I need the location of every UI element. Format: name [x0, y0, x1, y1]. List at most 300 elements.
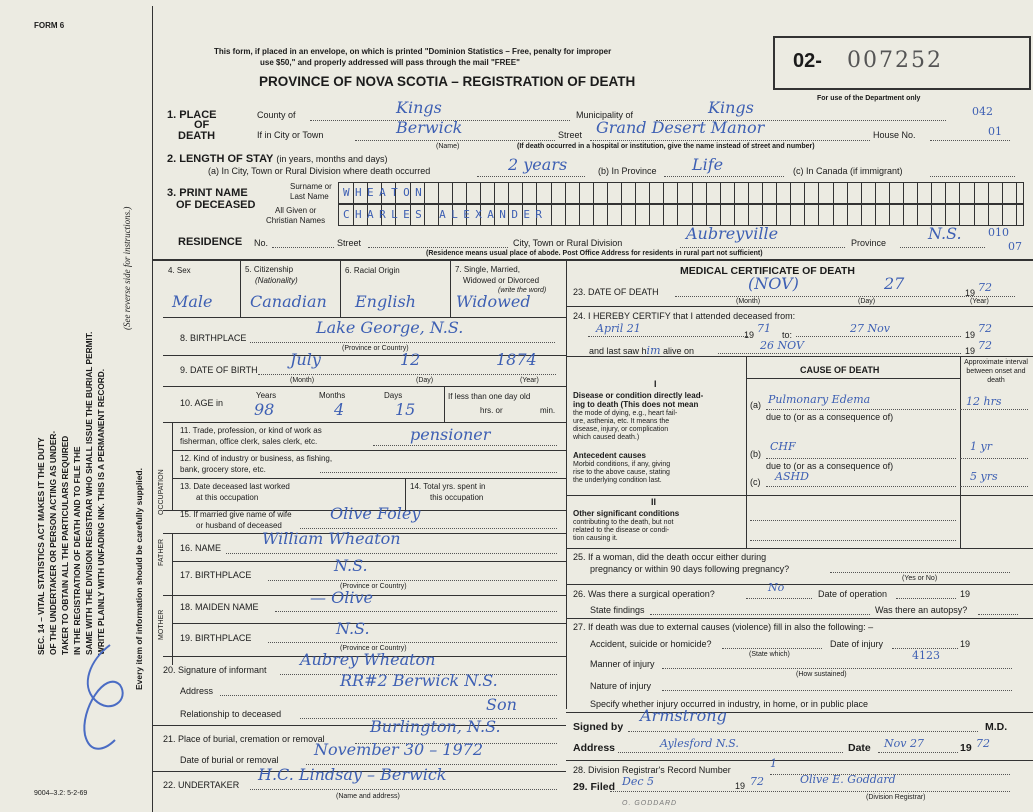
occ14-label-b: this occupation	[430, 493, 484, 502]
alive-on-text: alive on	[663, 346, 695, 356]
name-char-cell	[917, 205, 918, 225]
city-label: If in City or Town	[257, 130, 324, 140]
cause-column-rule	[746, 356, 747, 548]
state-findings-label: State findings	[590, 605, 645, 615]
attended-to: 27 Nov	[850, 322, 890, 335]
autopsy-label: Was there an autopsy?	[875, 605, 968, 615]
interval-a-value: 12 hrs	[966, 395, 1002, 408]
burial-date-value: November 30 – 1972	[314, 740, 484, 759]
name-char-cell	[847, 205, 848, 225]
row-rule	[172, 450, 566, 451]
name-char-cell	[988, 183, 989, 203]
occ13-label-a: 13. Date deceased last worked	[180, 482, 290, 491]
attended-to-label: to:	[782, 330, 793, 340]
row-rule	[172, 478, 566, 479]
stay-a-line	[477, 176, 585, 177]
residence-city-value: Aubreyville	[686, 224, 779, 243]
certificate-date-label: Date	[848, 742, 871, 754]
given-label1: All Given or	[275, 206, 317, 215]
row-rule	[566, 306, 1033, 307]
sex-value: Male	[172, 292, 213, 311]
other-conditions-label-4: tion causing it.	[573, 535, 618, 542]
name-char-cell	[593, 183, 594, 203]
name-char-cell	[931, 183, 932, 203]
row-rule	[566, 712, 1033, 713]
mail-notice-line1: This form, if placed in an envelope, on which is printed "Dominion Statistics – Free, penalty for improper	[214, 47, 612, 56]
row-rule	[566, 495, 1033, 496]
row-rule	[566, 618, 1033, 619]
occ13-label-b: at this occupation	[196, 493, 259, 502]
stay-c-line	[930, 176, 1015, 177]
name-char-cell	[663, 183, 664, 203]
given-label2: Christian Names	[266, 216, 326, 225]
marital-label1: 7. Single, Married,	[455, 265, 520, 274]
occ11-line	[373, 445, 557, 446]
last-saw-label	[589, 345, 694, 356]
statutory-line: OF THE UNDERTAKER OR PERSON ACTING AS UNDER-	[48, 430, 58, 655]
name-char-cell	[861, 205, 862, 225]
nature-line	[662, 690, 1012, 691]
residence-city-line	[680, 247, 845, 248]
name-char-cell	[945, 205, 946, 225]
statutory-line: TAKER TO OBTAIN ALL THE PARTICULARS REQUIRED	[60, 435, 70, 655]
name-char-cell	[776, 183, 777, 203]
name-char-cell	[565, 183, 566, 203]
dob-day-caption: (Day)	[416, 377, 434, 384]
stay-a-value: 2 years	[508, 155, 568, 174]
mother-label: MOTHER	[158, 609, 165, 640]
other-conditions-label-1: Other significant conditions	[573, 509, 680, 518]
less-than-day-label: If less than one day old	[448, 392, 531, 401]
county-value: Kings	[396, 98, 442, 117]
occ12-line	[320, 472, 557, 473]
other-conditions-line1	[750, 520, 956, 521]
death-year-caption: (Year)	[970, 298, 989, 305]
statutory-line: IN THE REGISTRATION OF DEATH AND TO FILE THE	[72, 446, 82, 655]
surgical-operation-label: 26. Was there a surgical operation?	[573, 589, 715, 599]
occ12-label-b: bank, grocery store, etc.	[180, 465, 266, 474]
father-name-label: 16. NAME	[180, 543, 222, 553]
given-names-value: CHARLES ALEXANDER	[343, 208, 548, 221]
municipality-value: Kings	[708, 98, 754, 117]
occ11-label-b: fisherman, office clerk, sales clerk, etc.	[180, 437, 318, 446]
how-sustained-caption: (How sustained)	[796, 671, 847, 678]
row-rule	[152, 725, 566, 726]
external-causes-label: 27. If death was due to external causes (violence) fill in also the following: –	[573, 622, 874, 632]
place-of-label: OF	[194, 119, 210, 131]
place-code1: 042	[972, 105, 993, 118]
parent-rule	[172, 533, 173, 665]
name-char-cell	[861, 183, 862, 203]
form-label: FORM 6	[34, 21, 65, 30]
signed-by-line	[628, 731, 978, 732]
operation-date-line	[896, 598, 956, 599]
certify-label: 24. I HEREBY CERTIFY that I attended deceased from:	[573, 311, 796, 321]
antecedent-label-1: Antecedent causes	[573, 451, 646, 460]
state-findings-line	[650, 614, 870, 615]
registrar-stamp: O. GODDARD	[622, 800, 678, 807]
residence-street-label: Street	[337, 238, 362, 248]
row-rule	[746, 378, 960, 379]
name-char-cell	[734, 183, 735, 203]
name-char-cell	[1002, 205, 1003, 225]
undertaker-value: H.C. Lindsay – Berwick	[258, 765, 447, 784]
place-code2: 01	[988, 125, 1002, 138]
roman-one: I	[654, 379, 657, 389]
stay-b-line	[664, 176, 784, 177]
interval-c-line	[960, 486, 1028, 487]
racial-origin-value: English	[355, 292, 416, 311]
stay-b-value: Life	[692, 155, 724, 174]
name-char-cell	[931, 205, 932, 225]
birthplace-caption: (Province or Country)	[342, 345, 409, 352]
direct-cause-label-1: Disease or condition directly lead-	[573, 391, 704, 400]
md-label: M.D.	[985, 721, 1008, 733]
marital-value: Widowed	[456, 292, 531, 311]
name-char-cell	[551, 183, 552, 203]
attended-to-year-prefix: 19	[965, 330, 976, 340]
attended-to-year: 72	[978, 322, 992, 335]
registration-number: 007252	[847, 48, 943, 73]
death-day-caption: (Day)	[858, 298, 876, 305]
every-item-note: Every item of information should be carefully supplied.	[134, 468, 144, 690]
name-char-cell	[903, 205, 904, 225]
registrar-signature: Olive E. Goddard	[800, 773, 896, 786]
surgical-operation-line	[746, 598, 812, 599]
row-rule	[566, 760, 1033, 761]
direct-cause-label-2: ing to death (This does not mean	[573, 400, 699, 409]
name-char-cell	[748, 205, 749, 225]
name-char-cell	[1016, 183, 1017, 203]
print-name-label1: 3. PRINT NAME	[167, 187, 248, 199]
place-death-label: DEATH	[178, 130, 216, 142]
city-line	[355, 140, 555, 141]
row-rule	[163, 386, 566, 387]
residence-street-line	[368, 247, 508, 248]
dob-label: 9. DATE OF BIRTH	[180, 365, 258, 375]
accident-line	[722, 648, 822, 649]
cause-c-line	[766, 486, 956, 487]
spouse-label-a: 15. If married give name of wife	[180, 510, 292, 519]
nature-label: Nature of injury	[590, 681, 652, 691]
name-char-cell	[720, 205, 721, 225]
name-char-cell	[804, 205, 805, 225]
stay-heading	[167, 154, 387, 165]
date-of-death-label: 23. DATE OF DEATH	[573, 287, 659, 297]
birthplace-label: 8. BIRTHPLACE	[180, 333, 247, 343]
name-char-cell	[480, 183, 481, 203]
death-day: 27	[884, 274, 905, 293]
row-rule	[172, 561, 566, 562]
burial-place-value: Burlington, N.S.	[370, 717, 501, 736]
age-days-value: 15	[395, 400, 416, 419]
mother-birthplace-line	[268, 642, 557, 643]
dob-year: 1874	[496, 350, 537, 369]
name-char-cell	[438, 183, 439, 203]
date-of-death-line	[675, 296, 1015, 297]
pregnancy-label-b: pregnancy or within 90 days following pregnancy?	[590, 564, 790, 574]
column-divider	[566, 259, 567, 709]
registrar-record-value: 1	[770, 757, 777, 770]
grid-line	[240, 259, 241, 317]
occupation-label: OCCUPATION	[158, 469, 165, 515]
form-title: PROVINCE OF NOVA SCOTIA – REGISTRATION OF DEATH	[259, 74, 636, 89]
state-which-caption: (State which)	[749, 651, 790, 658]
name-char-cell	[776, 205, 777, 225]
age-label: 10. AGE in	[180, 398, 224, 408]
cause-c-marker: (c)	[750, 477, 761, 487]
name-char-cell	[804, 183, 805, 203]
city-value: Berwick	[396, 118, 463, 137]
form-footer-code: 9004–3.2: 5-2-69	[34, 790, 88, 797]
birthplace-line	[250, 342, 555, 343]
municipality-label: Municipality of	[576, 110, 634, 120]
attended-from-line	[588, 336, 748, 337]
name-char-cell	[847, 183, 848, 203]
grid-line	[444, 386, 445, 422]
name-char-cell	[917, 183, 918, 203]
spouse-value: Olive Foley	[330, 504, 421, 523]
reverse-instructions: (See reverse side for instructions.)	[122, 206, 132, 330]
residence-province-label: Province	[851, 238, 887, 248]
hospital-note: (If death occurred in a hospital or institution, give the name instead of street and number)	[517, 143, 815, 150]
pregnancy-line	[830, 572, 1010, 573]
last-saw-year: 72	[978, 339, 992, 352]
cause-b-marker: (b)	[750, 449, 761, 459]
mother-birthplace-value: N.S.	[336, 619, 370, 638]
name-char-cell	[959, 205, 960, 225]
name-char-cell	[959, 183, 960, 203]
dob-month: July	[290, 350, 321, 369]
name-char-cell	[635, 183, 636, 203]
name-caption: (Name)	[436, 143, 460, 150]
name-char-cell	[889, 205, 890, 225]
registration-prefix: 02-	[793, 50, 822, 72]
registrar-record-label: 28. Division Registrar's Record Number	[573, 765, 731, 775]
residence-no-label: No.	[254, 238, 269, 248]
name-char-cell	[635, 205, 636, 225]
name-char-cell	[790, 183, 791, 203]
occ11-value: pensioner	[410, 425, 491, 444]
name-char-cell	[677, 183, 678, 203]
physician-signature: Armstrong	[640, 706, 727, 725]
name-char-cell	[988, 205, 989, 225]
residence-code1: 010	[988, 226, 1009, 239]
direct-cause-label-5: disease, injury, or complication	[573, 426, 669, 433]
registrar-caption: (Division Registrar)	[866, 794, 926, 801]
name-char-cell	[748, 183, 749, 203]
interval-c-value: 5 yrs	[970, 470, 998, 483]
residence-no-line	[272, 247, 334, 248]
name-char-cell	[621, 205, 622, 225]
name-char-cell	[889, 183, 890, 203]
racial-origin-label: 6. Racial Origin	[345, 266, 400, 275]
undertaker-caption: (Name and address)	[336, 793, 400, 800]
statutory-notice	[35, 332, 107, 655]
relationship-label: Relationship to deceased	[180, 709, 282, 719]
street-label: Street	[558, 130, 583, 140]
name-char-cell	[762, 183, 763, 203]
name-char-cell	[692, 205, 693, 225]
informant-value: Aubrey Wheaton	[300, 650, 436, 669]
roman-two: II	[651, 497, 657, 507]
place-label: 1. PLACE	[167, 109, 217, 121]
name-char-cell	[649, 205, 650, 225]
direct-cause-label-6: which caused death.)	[573, 434, 640, 441]
operation-date-label: Date of operation	[818, 589, 888, 599]
name-char-cell	[677, 205, 678, 225]
name-char-cell	[706, 205, 707, 225]
name-char-cell	[579, 205, 580, 225]
certificate-date-line	[878, 752, 958, 753]
last-saw-text: and last saw h	[589, 346, 647, 356]
grid-line	[340, 259, 341, 317]
last-saw-line	[718, 353, 961, 354]
father-birthplace-label: 17. BIRTHPLACE	[180, 570, 252, 580]
citizenship-label: 5. Citizenship	[245, 265, 294, 274]
cause-c-value: ASHD	[775, 470, 809, 483]
name-char-cell	[621, 183, 622, 203]
age-months-label: Months	[319, 391, 346, 400]
manner-line	[662, 668, 1012, 669]
margin-scribble	[60, 640, 150, 760]
residence-code2: 07	[1008, 240, 1022, 253]
citizenship-value: Canadian	[250, 292, 327, 311]
residence-label: RESIDENCE	[178, 236, 243, 248]
hrs-label: hrs. or	[480, 406, 503, 415]
statutory-line: SEC. 14 – VITAL STATISTICS ACT MAKES IT THE DUTY	[36, 437, 46, 655]
attended-from: April 21	[596, 322, 641, 335]
row-rule	[566, 548, 1033, 549]
death-year: 72	[978, 281, 992, 294]
print-name-label2: OF DECEASED	[176, 199, 256, 211]
father-birthplace-caption: (Province or Country)	[340, 583, 407, 590]
name-char-cell	[466, 183, 467, 203]
mother-maiden-label: 18. MAIDEN NAME	[180, 602, 259, 612]
due-to-a: due to (or as a consequence of)	[766, 412, 894, 422]
physician-address-value: Aylesford N.S.	[660, 737, 739, 750]
occ14-label-a: 14. Total yrs. spent in	[410, 482, 486, 491]
name-char-cell	[565, 205, 566, 225]
interval-column-rule	[960, 356, 961, 548]
name-char-cell	[508, 183, 509, 203]
manner-number: 4123	[912, 649, 940, 662]
direct-cause-label-3: the mode of dying, e.g., heart fail-	[573, 410, 678, 417]
direct-cause-label-4: ure, asthenia, etc. It means the	[573, 418, 670, 425]
row-rule	[566, 584, 1033, 585]
autopsy-line	[978, 614, 1018, 615]
relationship-value: Son	[486, 695, 517, 714]
name-char-cell	[875, 183, 876, 203]
name-char-cell	[494, 183, 495, 203]
surname-label2: Last Name	[290, 192, 329, 201]
accident-label: Accident, suicide or homicide?	[590, 639, 712, 649]
name-char-cell	[551, 205, 552, 225]
statutory-line: SAME WITH THE DIVISION REGISTRAR WHO SHALL ISSUE THE BURIAL PERMIT.	[84, 331, 94, 655]
name-char-cell	[818, 205, 819, 225]
name-char-cell	[1016, 205, 1017, 225]
name-char-cell	[790, 205, 791, 225]
interval-b-value: 1 yr	[970, 440, 992, 453]
burial-place-label: 21. Place of burial, cremation or removal	[163, 734, 325, 744]
residence-city-label: City, Town or Rural Division	[513, 238, 623, 248]
name-char-cell	[762, 205, 763, 225]
death-year-prefix: 19	[965, 288, 976, 298]
name-char-cell	[974, 183, 975, 203]
name-char-cell	[875, 205, 876, 225]
house-line	[930, 140, 1010, 141]
surname-box	[338, 182, 1024, 204]
grid-line	[450, 259, 451, 317]
interval-a-line	[960, 409, 1028, 410]
name-char-cell	[706, 183, 707, 203]
surgical-operation-value: No	[768, 581, 785, 594]
last-saw-suffix: im	[646, 344, 661, 357]
father-name-line	[226, 553, 557, 554]
row-rule	[163, 422, 566, 423]
street-line	[590, 140, 870, 141]
last-saw-date: 26 NOV	[760, 339, 804, 352]
cause-b-value: CHF	[770, 440, 796, 453]
age-months-value: 4	[334, 400, 345, 419]
stay-sublabel: (in years, months and days)	[276, 154, 388, 164]
mother-maiden-value: — Olive	[310, 588, 373, 607]
surname-label1: Surname or	[290, 182, 332, 191]
father-name-value: William Wheaton	[262, 529, 401, 548]
name-char-cell	[649, 183, 650, 203]
dob-month-caption: (Month)	[290, 377, 315, 384]
name-char-cell	[833, 183, 834, 203]
house-label: House No.	[873, 130, 916, 140]
statutory-line: WRITE PLAINLY WITH UNFADING INK. THIS IS A PERMANENT RECORD.	[96, 368, 106, 655]
informant-label: 20. Signature of informant	[163, 665, 267, 675]
injury-year-prefix: 19	[960, 639, 971, 649]
birthplace-value: Lake George, N.S.	[316, 318, 464, 337]
name-char-cell	[607, 183, 608, 203]
certificate-date-value: Nov 27	[884, 737, 924, 750]
marital-label3: (write the word)	[498, 287, 547, 294]
antecedent-label-4: the underlying condition last.	[573, 477, 662, 484]
name-char-cell	[720, 183, 721, 203]
filed-label: 29. Filed	[573, 781, 616, 793]
residence-note: (Residence means usual place of abode. Post Office Address for residents in rural part not sufficient)	[426, 250, 763, 257]
cause-b-line	[766, 458, 956, 459]
age-years-value: 98	[254, 400, 275, 419]
father-birthplace-value: N.S.	[334, 556, 368, 575]
name-char-cell	[522, 183, 523, 203]
min-label: min.	[540, 406, 556, 415]
manner-label: Manner of injury	[590, 659, 655, 669]
age-years-label: Years	[256, 391, 277, 400]
interval-b-line	[960, 458, 1028, 459]
name-char-cell	[663, 205, 664, 225]
name-char-cell	[833, 205, 834, 225]
spouse-label-b: or husband of deceased	[196, 521, 282, 530]
stay-b-label: (b) In Province	[598, 166, 657, 176]
row-rule	[566, 356, 1033, 357]
stay-a-label: (a) In City, Town or Rural Division where death occurred	[208, 166, 431, 176]
cause-a-marker: (a)	[750, 400, 761, 410]
injury-date-label: Date of injury	[830, 639, 884, 649]
name-char-cell	[903, 183, 904, 203]
yes-no-caption: (Yes or No)	[902, 575, 938, 582]
specify-label: Specify whether injury occurred in industry, in home, or in public place	[590, 699, 868, 709]
marital-label2: Widowed or Divorced	[463, 276, 540, 285]
cause-a-value: Pulmonary Edema	[768, 393, 871, 406]
sex-label: 4. Sex	[168, 266, 191, 275]
department-use-note: For use of the Department only	[817, 95, 921, 102]
street-value: Grand Desert Manor	[596, 118, 765, 137]
